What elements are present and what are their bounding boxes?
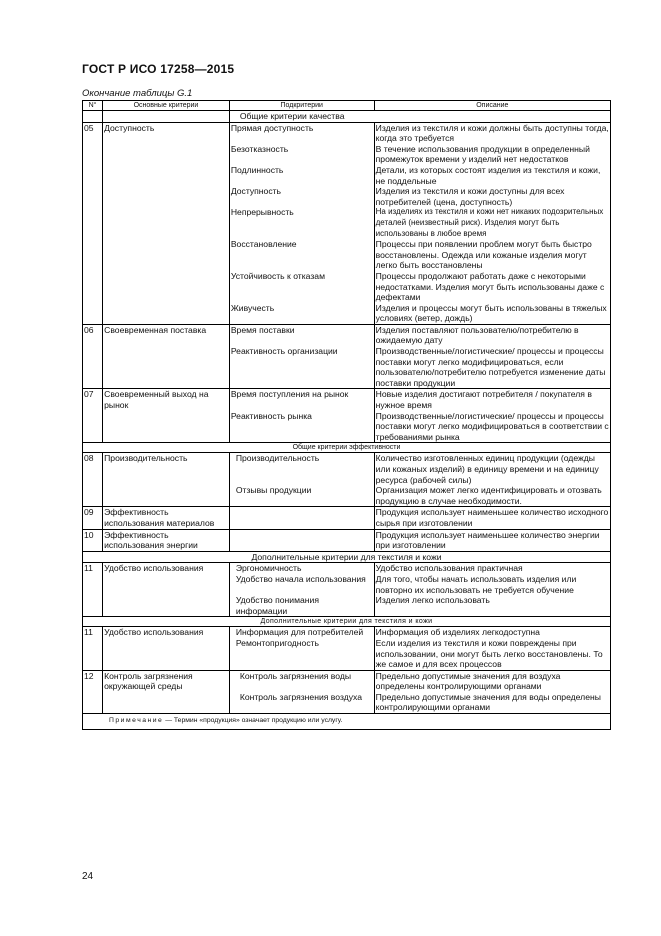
page-number: 24 bbox=[82, 871, 94, 882]
row-description: Производственные/логистические/ процессы и процессы поставки могут легко модифицироваться, если пользователю/потребителю потребуется изменение даты поставки продукции bbox=[374, 346, 610, 389]
row-num: 05 bbox=[83, 122, 103, 144]
table-row bbox=[83, 563, 611, 574]
document-standard-title: ГОСТ Р ИСО 17258—2015 bbox=[82, 62, 235, 76]
row-description: Продукция использует наименьшее количество исходного сырья при изготовлении bbox=[374, 507, 610, 529]
row-subcriterion: Отзывы продукции bbox=[229, 485, 374, 507]
row-description: Изделия и процессы могут быть использованы в тяжелых условиях (ветер, дождь) bbox=[374, 303, 610, 325]
row-description: Новые изделия достигают потребителя / покупателя в нужное время bbox=[374, 389, 610, 411]
table-row bbox=[83, 144, 611, 165]
row-subcriterion: Устойчивость к отказам bbox=[229, 271, 374, 303]
row-subcriterion: Время поступления на рынок bbox=[229, 389, 374, 411]
row-criterion: Эффективность использования материалов bbox=[103, 507, 230, 529]
table-row bbox=[83, 411, 611, 443]
row-subcriterion: Эргономичность bbox=[229, 563, 374, 574]
table-row bbox=[83, 324, 611, 346]
row-description: Предельно допустимые значения для воздуха определены контролирующими органами bbox=[374, 670, 610, 692]
row-description: Изделия из текстиля и кожи должны быть доступны тогда, когда это требуется bbox=[375, 122, 609, 144]
section-row-extra2 bbox=[83, 617, 611, 627]
table-row bbox=[83, 303, 611, 325]
row-description: Продукция использует наименьшее количество энергии при изготовлении bbox=[374, 529, 610, 551]
row-subcriterion: Информация для потребителей bbox=[229, 627, 374, 638]
row-num: 11 bbox=[83, 563, 103, 574]
row-criterion: Производительность bbox=[103, 453, 230, 485]
row-description: Процессы продолжают работать даже с некоторыми недостатками. Изделия могут быть использованы даже с дефектами bbox=[374, 271, 610, 303]
table-row bbox=[83, 207, 611, 239]
row-description: Процессы при появлении проблем могут быть быстро восстановлены. Одежда или кожаные изделия могут легко быть восстановлены bbox=[374, 239, 610, 271]
section-quality-title: Общие критерии качества bbox=[229, 111, 610, 123]
row-description: Изделия поставляют пользователю/потребителю в ожидаемую дату bbox=[374, 324, 610, 346]
col-header-subcriteria: Подкритерии bbox=[229, 101, 374, 111]
section-efficiency-title: Общие критерии эффективности bbox=[83, 443, 611, 453]
row-subcriterion: Прямая доступность bbox=[229, 122, 374, 144]
table-row bbox=[83, 271, 611, 303]
table-row bbox=[83, 186, 611, 207]
note-label: Примечание bbox=[109, 717, 164, 725]
row-description: Изделия легко использовать bbox=[374, 595, 610, 617]
criteria-table bbox=[82, 100, 611, 730]
row-num: 07 bbox=[83, 389, 103, 411]
row-subcriterion: Контроль загрязнения воды bbox=[229, 670, 374, 692]
table-row bbox=[83, 638, 611, 670]
table-row bbox=[83, 529, 611, 551]
note-text: — Термин «продукция» означает продукцию или услугу. bbox=[163, 717, 343, 725]
row-num: 12 bbox=[83, 670, 103, 692]
row-criterion: Своевременный выход на рынок bbox=[103, 389, 230, 411]
table-caption: Окончание таблицы G.1 bbox=[82, 88, 193, 99]
row-subcriterion: Живучесть bbox=[229, 303, 374, 325]
table-row bbox=[83, 692, 611, 714]
row-description: Количество изготовленных единиц продукции (одежды или кожаных изделий) в единицу времени и на единицу ресурса (рабочей силы) bbox=[374, 453, 610, 485]
row-description: Предельно допустимые значения для воды определены контролирующими органами bbox=[374, 692, 610, 714]
table-row bbox=[83, 574, 611, 595]
table-row bbox=[83, 122, 611, 144]
row-subcriterion: Удобство начала использования bbox=[229, 574, 374, 595]
row-num: 11 bbox=[83, 627, 103, 638]
row-subcriterion: Безотказность bbox=[229, 144, 374, 165]
table-row bbox=[83, 453, 611, 485]
section-extra1-title: Дополнительные критерии для текстиля и кожи bbox=[83, 551, 611, 563]
table-note-row bbox=[83, 714, 611, 730]
table-row bbox=[83, 165, 611, 186]
row-description: Информация об изделиях легкодоступна bbox=[374, 627, 610, 638]
row-description: Если изделия из текстиля и кожи повреждены при использовании, они могут быть легко восстановлены. То же самое и для всех процессов bbox=[374, 638, 610, 670]
row-num: 09 bbox=[83, 507, 103, 529]
row-num: 08 bbox=[83, 453, 103, 485]
table-row bbox=[83, 670, 611, 692]
table-row bbox=[83, 346, 611, 389]
row-subcriterion: Производительность bbox=[229, 453, 374, 485]
table-row bbox=[83, 507, 611, 529]
row-criterion: Своевременная поставка bbox=[103, 324, 230, 346]
row-description: На изделиях из текстиля и кожи нет никаких подозрительных деталей (неизвестный риск). Изделия могут быть использованы в любое время bbox=[374, 207, 610, 239]
table-row bbox=[83, 389, 611, 411]
row-description: Производственные/логистические/ процессы и процессы поставки могут легко модифицироваться в соответствии с требованиями рынка bbox=[375, 410, 609, 442]
row-criterion: Удобство использования bbox=[103, 627, 230, 638]
table-row bbox=[83, 485, 611, 507]
row-num: 06 bbox=[83, 324, 103, 346]
section-row-quality bbox=[83, 111, 611, 123]
col-header-description: Описание bbox=[374, 101, 610, 111]
row-num: 10 bbox=[83, 529, 103, 551]
row-description: Для того, чтобы начать использовать изделия или повторно их использовать не требуется обучение bbox=[374, 574, 610, 595]
col-header-num: N° bbox=[83, 101, 103, 111]
row-criterion: Удобство использования bbox=[103, 563, 230, 574]
row-subcriterion: Реактивность организации bbox=[229, 346, 374, 389]
row-description: Организация может легко идентифицировать и отозвать продукцию в случае необходимости. bbox=[374, 485, 610, 507]
table-header-row bbox=[83, 101, 611, 111]
section-row-extra1 bbox=[83, 551, 611, 563]
table-row bbox=[83, 595, 611, 617]
row-description: Детали, из которых состоят изделия из текстиля и кожи, не поддельные bbox=[374, 165, 610, 186]
section-extra2-title: Дополнительные критерии для текстиля и кожи bbox=[83, 617, 611, 627]
row-criterion: Контроль загрязнения окружающей среды bbox=[103, 670, 230, 692]
row-subcriterion: Реактивность рынка bbox=[229, 411, 374, 443]
row-subcriterion: Удобство понимания информации bbox=[229, 595, 374, 617]
row-subcriterion: Восстановление bbox=[229, 239, 374, 271]
row-subcriterion: Контроль загрязнения воздуха bbox=[229, 692, 374, 714]
col-header-criteria: Основные критерии bbox=[103, 101, 230, 111]
table-row bbox=[83, 627, 611, 638]
section-row-efficiency bbox=[83, 443, 611, 453]
row-subcriterion: Доступность bbox=[229, 186, 374, 207]
row-description: Изделия из текстиля и кожи доступны для всех потребителей (цена, доступность) bbox=[374, 186, 610, 207]
row-description: Удобство использования практичная bbox=[374, 563, 610, 574]
row-criterion: Эффективность использования энергии bbox=[103, 529, 230, 551]
row-criterion: Доступность bbox=[103, 122, 230, 144]
row-subcriterion: Подлинность bbox=[229, 165, 374, 186]
row-subcriterion: Непрерывность bbox=[229, 207, 374, 239]
row-subcriterion: Ремонтопригодность bbox=[229, 638, 374, 670]
row-description: В течение использования продукции в определенный промежуток времени у изделий нет недостатков bbox=[374, 144, 610, 165]
row-subcriterion: Время поставки bbox=[229, 324, 374, 346]
table-note bbox=[83, 714, 611, 730]
table-row bbox=[83, 239, 611, 271]
